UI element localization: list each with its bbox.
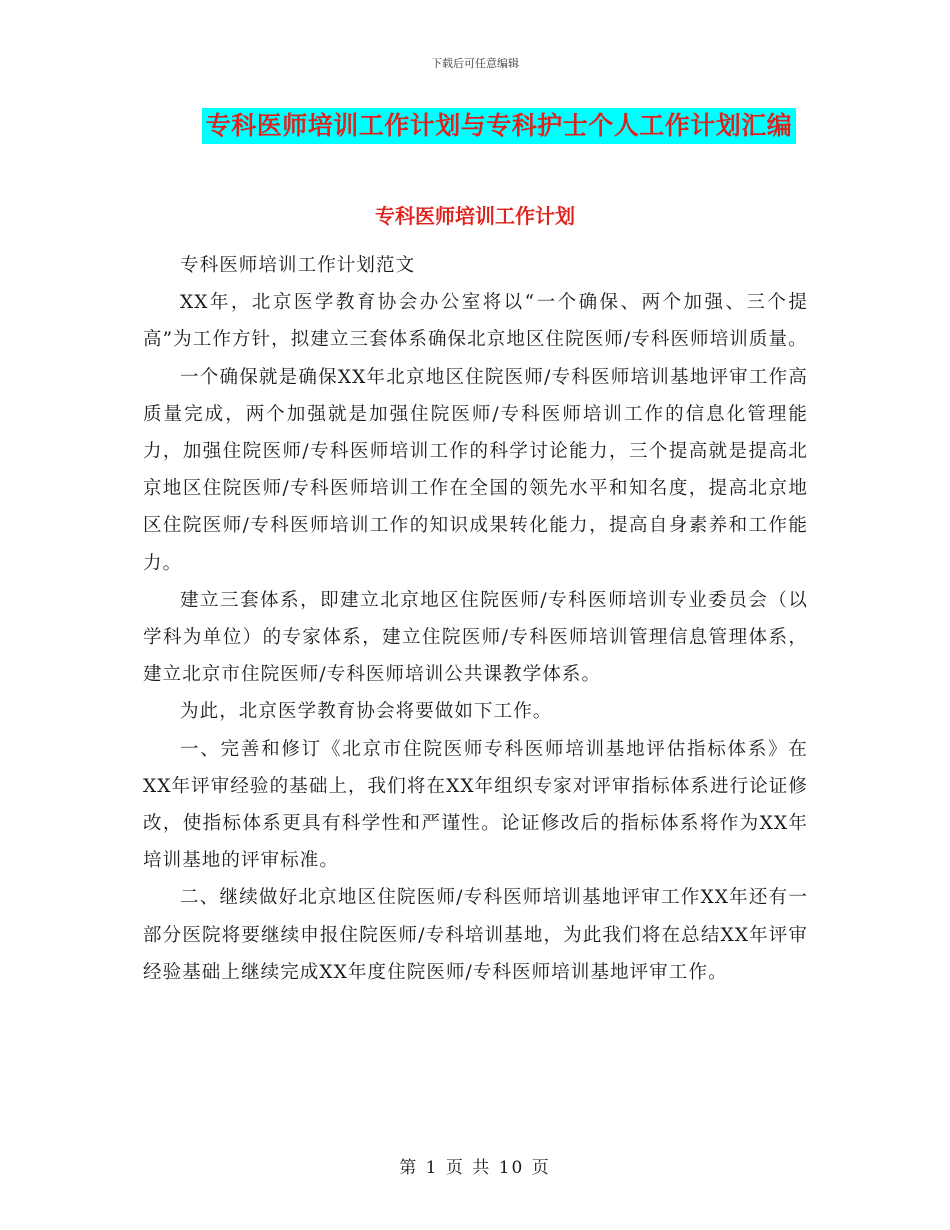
paragraph: 一、完善和修订《北京市住院医师专科医师培训基地评估指标体系》在XX年评审经验的基础上，我们将在XX年组织专家对评审指标体系进行论证修改，使指标体系更具有科学性和严谨性。论证修改后的指标体系将作为XX年培训基地的评审标准。 (143, 738, 808, 872)
document-title: 专科医师培训工作计划与专科护士个人工作计划汇编 (202, 108, 797, 144)
document-body (143, 247, 808, 991)
paragraph: 专科医师培训工作计划范文 (180, 255, 416, 276)
paragraph: 一个确保就是确保XX年北京地区住院医师/专科医师培训基地评审工作高质量完成，两个加强就是加强住院医师/专科医师培训工作的信息化管理能力，加强住院医师/专科医师培训工作的科学讨论能力，三个提高就是提高北京地区住院医师/专科医师培训工作在全国的领先水平和知名度，提高北京地区住院医师/专科医师培训工作的知识成果转化能力，提高自身素养和工作能力。 (143, 366, 808, 574)
document-title-container (0, 108, 950, 144)
paragraph: XX年，北京医学教育协会办公室将以“一个确保、两个加强、三个提高”为工作方针，拟建立三套体系确保北京地区住院医师/专科医师培训质量。 (143, 292, 808, 351)
page-header-note: 下载后可任意编辑 (431, 57, 519, 70)
paragraph: 建立三套体系，即建立北京地区住院医师/专科医师培训专业委员会（以学科为单位）的专家体系，建立住院医师/专科医师培训管理信息管理体系，建立北京市住院医师/专科医师培训公共课教学体系。 (143, 589, 808, 686)
paragraph: 二、继续做好北京地区住院医师/专科医师培训基地评审工作XX年还有一部分医院将要继续申报住院医师/专科培训基地，为此我们将在总结XX年评审经验基础上继续完成XX年度住院医师/专科医师培训基地评审工作。 (143, 887, 808, 983)
paragraph: 为此，北京医学教育协会将要做如下工作。 (180, 701, 553, 723)
page-number-footer: 第 1 页 共 10 页 (399, 1158, 551, 1178)
section-title: 专科医师培训工作计划 (375, 204, 575, 228)
